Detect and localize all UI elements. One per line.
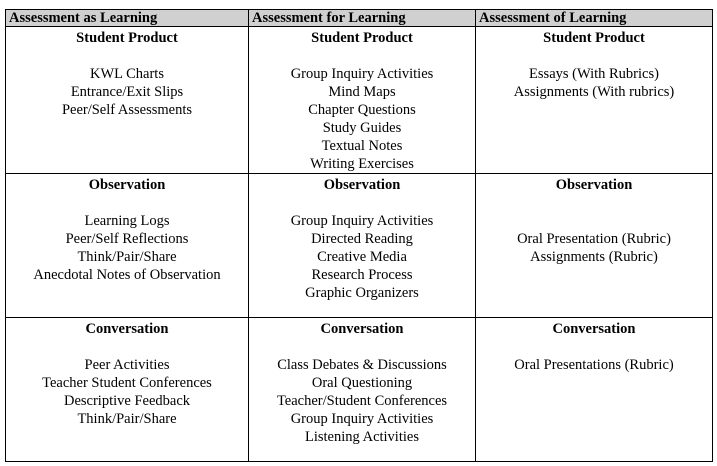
row-student-product bbox=[6, 27, 713, 174]
list-item: Class Debates & Discussions bbox=[277, 357, 447, 373]
list-item: Teacher/Student Conferences bbox=[276, 393, 448, 409]
list-item: Group Inquiry Activities bbox=[290, 213, 434, 229]
cell-title: Student Product bbox=[76, 30, 178, 46]
list-item: Anecdotal Notes of Observation bbox=[33, 267, 221, 283]
list-item: Graphic Organizers bbox=[305, 285, 419, 301]
list-item: Descriptive Feedback bbox=[63, 393, 191, 409]
list-item: Study Guides bbox=[322, 120, 402, 136]
list-item: Think/Pair/Share bbox=[77, 411, 177, 427]
list-item: Group Inquiry Activities bbox=[290, 411, 434, 427]
list-item: Entrance/Exit Slips bbox=[70, 84, 184, 100]
row-observation bbox=[6, 174, 713, 318]
cell-title: Conversation bbox=[85, 321, 169, 337]
list-item: Directed Reading bbox=[311, 231, 413, 247]
list-item: Think/Pair/Share bbox=[77, 249, 177, 265]
header-assessment-as-learning: Assessment as Learning bbox=[6, 10, 249, 27]
cell-title: Student Product bbox=[543, 30, 645, 46]
list-item: Essays (With Rubrics) bbox=[529, 66, 659, 82]
list-item: Group Inquiry Activities bbox=[290, 66, 434, 82]
list-item: Learning Logs bbox=[84, 213, 170, 229]
list-item: Peer/Self Reflections bbox=[65, 231, 189, 247]
cell-as-learning-student-product bbox=[6, 27, 249, 174]
assessment-table bbox=[5, 9, 713, 462]
list-item: Creative Media bbox=[317, 249, 407, 265]
header-assessment-of-learning: Assessment of Learning bbox=[476, 10, 713, 27]
list-item: KWL Charts bbox=[90, 66, 164, 82]
row-conversation bbox=[6, 318, 713, 462]
cell-title: Student Product bbox=[311, 30, 413, 46]
list-item: Peer Activities bbox=[84, 357, 170, 373]
cell-of-learning-student-product bbox=[476, 27, 713, 174]
list-item: Research Process bbox=[311, 267, 413, 283]
header-row bbox=[6, 10, 713, 27]
cell-of-learning-observation bbox=[476, 174, 713, 318]
cell-title: Observation bbox=[88, 177, 166, 193]
cell-of-learning-conversation bbox=[476, 318, 713, 462]
header-assessment-for-learning: Assessment for Learning bbox=[249, 10, 476, 27]
cell-for-learning-student-product bbox=[249, 27, 476, 174]
cell-title: Observation bbox=[323, 177, 401, 193]
list-item: Peer/Self Assessments bbox=[61, 102, 193, 118]
list-item: Textual Notes bbox=[321, 138, 403, 154]
list-item: Oral Presentation (Rubric) bbox=[517, 231, 671, 247]
cell-for-learning-observation bbox=[249, 174, 476, 318]
list-item: Teacher Student Conferences bbox=[42, 375, 212, 391]
list-item: Listening Activities bbox=[305, 429, 419, 445]
cell-as-learning-observation bbox=[6, 174, 249, 318]
list-item: Assignments (Rubric) bbox=[530, 249, 658, 265]
cell-title: Conversation bbox=[320, 321, 404, 337]
list-item: Mind Maps bbox=[328, 84, 396, 100]
cell-title: Observation bbox=[555, 177, 633, 193]
list-item: Writing Exercises bbox=[310, 156, 414, 172]
cell-for-learning-conversation bbox=[249, 318, 476, 462]
list-item: Oral Questioning bbox=[311, 375, 413, 391]
list-item: Oral Presentations (Rubric) bbox=[514, 357, 674, 373]
cell-as-learning-conversation bbox=[6, 318, 249, 462]
list-item: Chapter Questions bbox=[308, 102, 416, 118]
cell-title: Conversation bbox=[552, 321, 636, 337]
list-item: Assignments (With rubrics) bbox=[513, 84, 675, 100]
